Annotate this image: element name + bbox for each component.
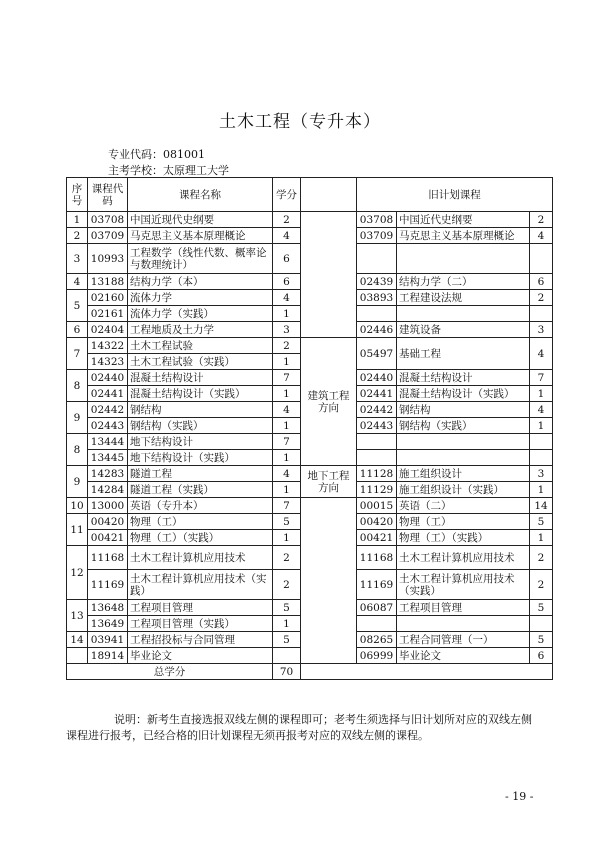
table-row — [67, 498, 553, 514]
row-course-code: 02443 — [88, 418, 128, 434]
old-course-code: 02446 — [357, 322, 397, 338]
row-course-name: 土木工程试验 — [128, 338, 273, 354]
old-course-code: 02441 — [357, 386, 397, 402]
total-label: 总学分 — [67, 664, 273, 680]
row-credits: 1 — [273, 530, 301, 546]
row-credits: 1 — [273, 386, 301, 402]
row-course-name: 工程地质及土力学 — [128, 322, 273, 338]
old-credits: 7 — [530, 370, 553, 386]
old-course-code: 02440 — [357, 370, 397, 386]
direction-building: 建筑工程方向 — [301, 338, 357, 466]
header-blank — [301, 178, 357, 212]
major-code: 专业代码：081001 — [108, 148, 205, 161]
total-value: 70 — [273, 664, 301, 680]
old-course-name: 工程合同管理（一） — [397, 632, 530, 648]
header-code: 课程代码 — [88, 178, 128, 212]
row-credits: 4 — [273, 466, 301, 482]
row-course-name: 土木工程计算机应用技术（实践） — [128, 570, 273, 600]
row-course-name: 隧道工程（实践） — [128, 482, 273, 498]
row-course-name: 工程招投标与合同管理 — [128, 632, 273, 648]
row-credits: 4 — [273, 290, 301, 306]
row-seq: 12 — [67, 546, 88, 600]
old-credits — [530, 434, 553, 450]
row-credits: 4 — [273, 402, 301, 418]
row-seq: 3 — [67, 244, 88, 274]
row-credits: 5 — [273, 514, 301, 530]
old-credits: 5 — [530, 514, 553, 530]
old-course-code: 00421 — [357, 530, 397, 546]
old-credits — [530, 450, 553, 466]
total-blank — [301, 664, 553, 680]
page-number: - 19 - — [505, 790, 534, 803]
row-credits: 1 — [273, 306, 301, 322]
row-course-code: 13000 — [88, 498, 128, 514]
old-course-code: 02442 — [357, 402, 397, 418]
old-course-code: 02443 — [357, 418, 397, 434]
row-course-code: 13445 — [88, 450, 128, 466]
header-name: 课程名称 — [128, 178, 273, 212]
row-course-name: 结构力学（本） — [128, 274, 273, 290]
old-course-code — [357, 434, 397, 450]
old-course-code: 08265 — [357, 632, 397, 648]
old-course-code — [357, 306, 397, 322]
row-course-code: 03708 — [88, 212, 128, 228]
row-course-name: 中国近现代史纲要 — [128, 212, 273, 228]
row-credits: 2 — [273, 338, 301, 354]
row-course-code: 13649 — [88, 616, 128, 632]
old-course-name: 结构力学（二） — [397, 274, 530, 290]
row-course-code: 14283 — [88, 466, 128, 482]
old-course-name: 马克思主义基本原理概论 — [397, 228, 530, 244]
row-credits: 5 — [273, 600, 301, 616]
old-course-name: 施工组织设计（实践） — [397, 482, 530, 498]
row-seq: 2 — [67, 228, 88, 244]
row-course-name: 马克思主义基本原理概论 — [128, 228, 273, 244]
row-course-name: 隧道工程 — [128, 466, 273, 482]
old-course-code: 02439 — [357, 274, 397, 290]
old-course-name — [397, 450, 530, 466]
row-credits: 7 — [273, 434, 301, 450]
row-course-code: 03709 — [88, 228, 128, 244]
old-course-code: 06999 — [357, 648, 397, 664]
old-credits: 14 — [530, 498, 553, 514]
header-old-plan: 旧计划课程 — [357, 178, 553, 212]
table-header-row — [67, 178, 553, 212]
page-title: 土木工程（专升本） — [219, 112, 381, 132]
row-course-name: 工程项目管理 — [128, 600, 273, 616]
old-course-name: 土木工程计算机应用技术（实践） — [397, 570, 530, 600]
row-credits: 2 — [273, 212, 301, 228]
row-course-name: 物理（工） — [128, 514, 273, 530]
row-seq: 11 — [67, 514, 88, 546]
old-course-code: 11168 — [357, 546, 397, 570]
row-credits — [273, 648, 301, 664]
old-course-code: 06087 — [357, 600, 397, 616]
old-course-name: 工程建设法规 — [397, 290, 530, 306]
row-course-name: 毕业论文 — [128, 648, 273, 664]
old-course-name — [397, 616, 530, 632]
row-seq: 5 — [67, 290, 88, 322]
row-course-name: 土木工程计算机应用技术 — [128, 546, 273, 570]
row-course-code: 02160 — [88, 290, 128, 306]
row-course-name: 流体力学 — [128, 290, 273, 306]
old-course-name — [397, 244, 530, 274]
row-course-code: 13444 — [88, 434, 128, 450]
row-seq: 10 — [67, 498, 88, 514]
row-course-code: 02441 — [88, 386, 128, 402]
old-course-code: 11169 — [357, 570, 397, 600]
table-row — [67, 338, 553, 354]
row-seq: 8 — [67, 434, 88, 466]
row-course-code: 02442 — [88, 402, 128, 418]
old-credits: 6 — [530, 648, 553, 664]
old-course-code — [357, 244, 397, 274]
row-course-code: 14323 — [88, 354, 128, 370]
row-course-code: 00421 — [88, 530, 128, 546]
row-credits: 2 — [273, 570, 301, 600]
old-course-name: 混凝土结构设计（实践） — [397, 386, 530, 402]
row-course-code: 10993 — [88, 244, 128, 274]
row-course-code: 02161 — [88, 306, 128, 322]
table-row — [67, 466, 553, 482]
old-course-name: 钢结构 — [397, 402, 530, 418]
row-credits: 7 — [273, 498, 301, 514]
row-course-code: 14322 — [88, 338, 128, 354]
row-course-name: 混凝土结构设计 — [128, 370, 273, 386]
old-course-code: 03893 — [357, 290, 397, 306]
old-credits: 1 — [530, 482, 553, 498]
old-course-name — [397, 434, 530, 450]
old-course-name: 钢结构（实践） — [397, 418, 530, 434]
row-course-code: 13188 — [88, 274, 128, 290]
old-credits: 1 — [530, 530, 553, 546]
old-course-name: 施工组织设计 — [397, 466, 530, 482]
old-credits: 5 — [530, 632, 553, 648]
row-credits: 3 — [273, 322, 301, 338]
old-credits: 3 — [530, 466, 553, 482]
old-course-name: 建筑设备 — [397, 322, 530, 338]
row-seq: 4 — [67, 274, 88, 290]
old-credits: 4 — [530, 402, 553, 418]
row-credits: 1 — [273, 482, 301, 498]
row-seq: 7 — [67, 338, 88, 370]
row-course-name: 钢结构 — [128, 402, 273, 418]
row-course-code: 14284 — [88, 482, 128, 498]
row-course-name: 地下结构设计（实践） — [128, 450, 273, 466]
row-course-name: 物理（工）（实践） — [128, 530, 273, 546]
row-course-code: 11168 — [88, 546, 128, 570]
old-course-name: 基础工程 — [397, 338, 530, 370]
row-course-code: 18914 — [88, 648, 128, 664]
old-credits: 1 — [530, 418, 553, 434]
old-credits: 5 — [530, 600, 553, 616]
row-credits: 1 — [273, 450, 301, 466]
header-seq: 序号 — [67, 178, 88, 212]
old-credits: 2 — [530, 546, 553, 570]
old-credits: 4 — [530, 228, 553, 244]
old-course-code: 03708 — [357, 212, 397, 228]
old-course-code: 03709 — [357, 228, 397, 244]
row-credits: 7 — [273, 370, 301, 386]
old-course-name: 中国近代史纲要 — [397, 212, 530, 228]
old-course-code: 00420 — [357, 514, 397, 530]
row-credits: 1 — [273, 616, 301, 632]
old-course-name: 英语（二） — [397, 498, 530, 514]
old-course-name: 物理（工） — [397, 514, 530, 530]
old-credits — [530, 244, 553, 274]
row-course-code: 13648 — [88, 600, 128, 616]
row-credits: 2 — [273, 546, 301, 570]
row-course-name: 地下结构设计 — [128, 434, 273, 450]
row-credits: 5 — [273, 632, 301, 648]
row-seq: 14 — [67, 632, 88, 648]
row-seq: 1 — [67, 212, 88, 228]
old-course-code: 00015 — [357, 498, 397, 514]
note-text: 说明：新考生直接选报双线左侧的课程即可；老考生须选择与旧计划所对应的双线左侧课程进行报考，已经合格的旧计划课程无须再报考对应的双线左侧的课程。 — [66, 713, 532, 742]
old-course-name: 工程项目管理 — [397, 600, 530, 616]
direction-blank — [301, 498, 357, 664]
old-credits: 2 — [530, 290, 553, 306]
old-credits — [530, 616, 553, 632]
old-credits: 6 — [530, 274, 553, 290]
old-credits — [530, 306, 553, 322]
row-course-name: 钢结构（实践） — [128, 418, 273, 434]
row-seq: 9 — [67, 402, 88, 434]
old-course-code: 11129 — [357, 482, 397, 498]
row-course-name: 混凝土结构设计（实践） — [128, 386, 273, 402]
table-row — [67, 212, 553, 228]
total-row — [67, 664, 553, 680]
old-course-name — [397, 306, 530, 322]
old-credits: 2 — [530, 212, 553, 228]
row-course-code: 11169 — [88, 570, 128, 600]
old-credits: 4 — [530, 338, 553, 370]
old-course-code — [357, 616, 397, 632]
row-course-code: 03941 — [88, 632, 128, 648]
old-course-code: 11128 — [357, 466, 397, 482]
row-credits: 1 — [273, 418, 301, 434]
row-seq: 13 — [67, 600, 88, 632]
row-course-name: 流体力学（实践） — [128, 306, 273, 322]
row-course-name: 工程项目管理（实践） — [128, 616, 273, 632]
old-course-name: 物理（工）（实践） — [397, 530, 530, 546]
old-course-code: 05497 — [357, 338, 397, 370]
row-credits: 6 — [273, 244, 301, 274]
course-plan-table — [66, 177, 553, 680]
row-course-name: 土木工程试验（实践） — [128, 354, 273, 370]
old-course-name: 毕业论文 — [397, 648, 530, 664]
header-credits: 学分 — [273, 178, 301, 212]
row-course-code: 00420 — [88, 514, 128, 530]
row-credits: 6 — [273, 274, 301, 290]
row-seq: 9 — [67, 466, 88, 498]
old-course-code — [357, 450, 397, 466]
row-seq: 6 — [67, 322, 88, 338]
old-course-name: 混凝土结构设计 — [397, 370, 530, 386]
host-school: 主考学校：太原理工大学 — [108, 164, 229, 177]
old-course-name: 土木工程计算机应用技术 — [397, 546, 530, 570]
old-credits: 3 — [530, 322, 553, 338]
old-credits: 1 — [530, 386, 553, 402]
row-course-code: 02440 — [88, 370, 128, 386]
row-course-name: 工程数学（线性代数、概率论与数理统计） — [128, 244, 273, 274]
row-credits: 1 — [273, 354, 301, 370]
direction-blank — [301, 212, 357, 338]
row-seq — [67, 648, 88, 664]
direction-underground: 地下工程方向 — [301, 466, 357, 498]
row-course-name: 英语（专升本） — [128, 498, 273, 514]
old-credits: 2 — [530, 570, 553, 600]
row-credits: 4 — [273, 228, 301, 244]
row-course-code: 02404 — [88, 322, 128, 338]
row-seq: 8 — [67, 370, 88, 402]
